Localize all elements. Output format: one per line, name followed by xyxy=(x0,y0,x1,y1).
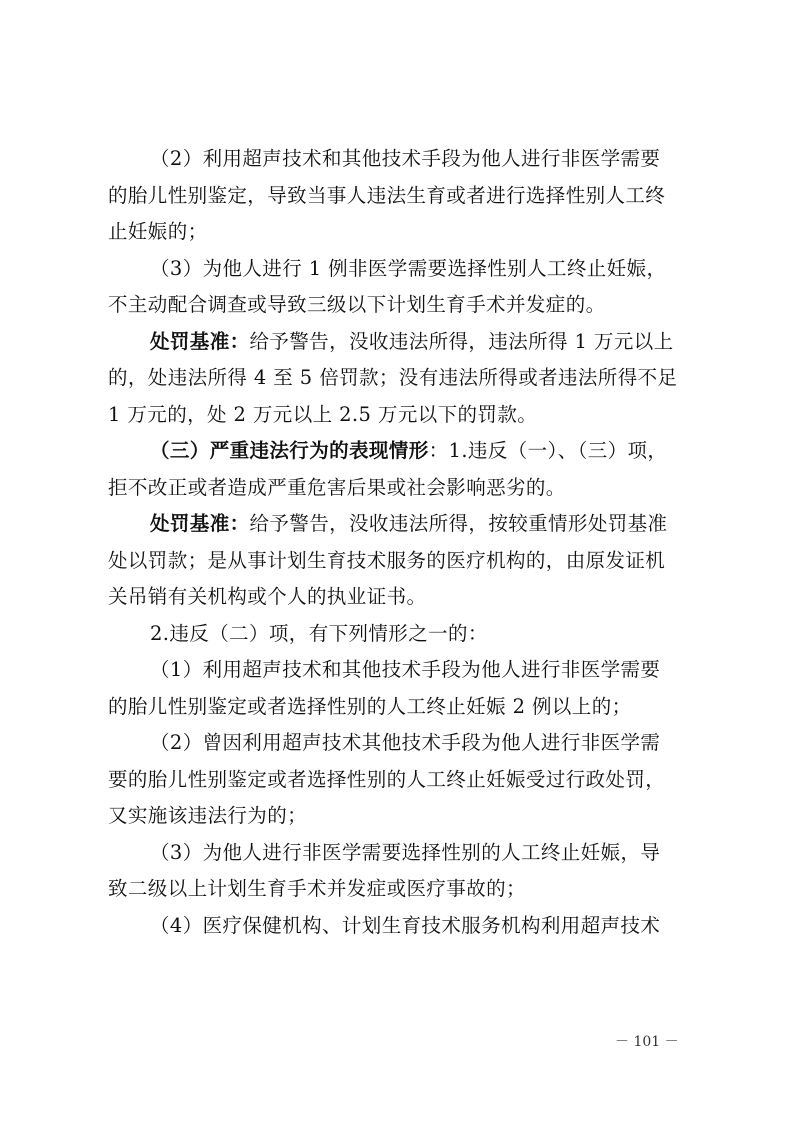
text-line xyxy=(108,835,698,872)
paragraph xyxy=(108,506,698,616)
body-text: 拒不改正或者造成严重危害后果或社会影响恶劣的。 xyxy=(108,475,566,499)
paragraph xyxy=(108,251,698,324)
paragraph xyxy=(108,652,698,725)
text-line xyxy=(108,397,698,434)
text-line xyxy=(108,543,698,580)
body-text: 要的胎儿性别鉴定或者选择性别的人工终止妊娠受过行政处罚， xyxy=(108,767,666,791)
body-text: （3）为他人进行 1 例非医学需要选择性别人工终止妊娠， xyxy=(150,256,667,280)
text-line xyxy=(108,725,698,762)
text-line xyxy=(108,689,698,726)
bold-heading-text: （三）严重违法行为的表现情形 xyxy=(150,439,429,462)
document-body xyxy=(108,141,698,944)
text-line xyxy=(108,251,698,288)
body-text: 2.违反（二）项，有下列情形之一的： xyxy=(150,621,488,645)
text-line xyxy=(108,360,698,397)
paragraph xyxy=(108,141,698,251)
text-line xyxy=(108,652,698,689)
body-text: 致二级以上计划生育手术并发症或医疗事故的； xyxy=(108,877,526,900)
text-line xyxy=(108,579,698,616)
bold-heading-text: 处罚基准： xyxy=(150,512,250,535)
body-text: 处以罚款；是从事计划生育技术服务的医疗机构的，由原发证机 xyxy=(108,548,666,572)
text-line xyxy=(108,871,698,908)
bold-heading-text: 处罚基准： xyxy=(150,329,250,353)
text-line xyxy=(108,178,698,215)
paragraph xyxy=(108,725,698,835)
text-line xyxy=(108,470,698,507)
body-text: （1）利用超声技术和其他技术手段为他人进行非医学需要 xyxy=(150,658,661,681)
text-line xyxy=(108,214,698,251)
body-text: （2）曾因利用超声技术其他技术手段为他人进行非医学需 xyxy=(150,731,661,754)
text-line xyxy=(108,506,698,543)
paragraph xyxy=(108,433,698,506)
text-line xyxy=(108,616,698,653)
body-text: （3）为他人进行非医学需要选择性别的人工终止妊娠，导 xyxy=(150,840,661,864)
body-text: 1 万元的，处 2 万元以上 2.5 万元以下的罚款。 xyxy=(108,402,538,426)
body-text: （2）利用超声技术和其他技术手段为他人进行非医学需要 xyxy=(150,147,661,170)
text-line xyxy=(108,324,698,361)
body-text: 的胎儿性别鉴定或者选择性别的人工终止妊娠 2 例以上的； xyxy=(108,694,632,718)
page-number: － 101 － xyxy=(615,1034,679,1050)
body-text: 的，处违法所得 4 至 5 倍罚款；没有违法所得或者违法所得不足 xyxy=(108,366,678,389)
text-line xyxy=(108,141,698,178)
text-line xyxy=(108,433,698,470)
body-text: ：1.违反（一）、（三）项， xyxy=(428,439,668,462)
text-line xyxy=(108,908,698,945)
text-line xyxy=(108,287,698,324)
body-text: 关吊销有关机构或个人的执业证书。 xyxy=(108,585,427,608)
body-text: 止妊娠的； xyxy=(108,220,208,243)
paragraph xyxy=(108,616,698,653)
body-text: 又实施该违法行为的； xyxy=(108,804,308,827)
text-line xyxy=(108,798,698,835)
paragraph xyxy=(108,908,698,945)
body-text: 的胎儿性别鉴定，导致当事人违法生育或者进行选择性别人工终 xyxy=(108,183,666,207)
body-text: 不主动配合调查或导致三级以下计划生育手术并发症的。 xyxy=(108,293,606,316)
body-text: （4）医疗保健机构、计划生育技术服务机构利用超声技术 xyxy=(150,913,661,937)
text-line xyxy=(108,762,698,799)
paragraph xyxy=(108,324,698,434)
body-text: 给予警告，没收违法所得，违法所得 1 万元以上 xyxy=(249,329,674,353)
body-text: 给予警告，没收违法所得，按较重情形处罚基准 xyxy=(249,512,668,535)
paragraph xyxy=(108,835,698,908)
